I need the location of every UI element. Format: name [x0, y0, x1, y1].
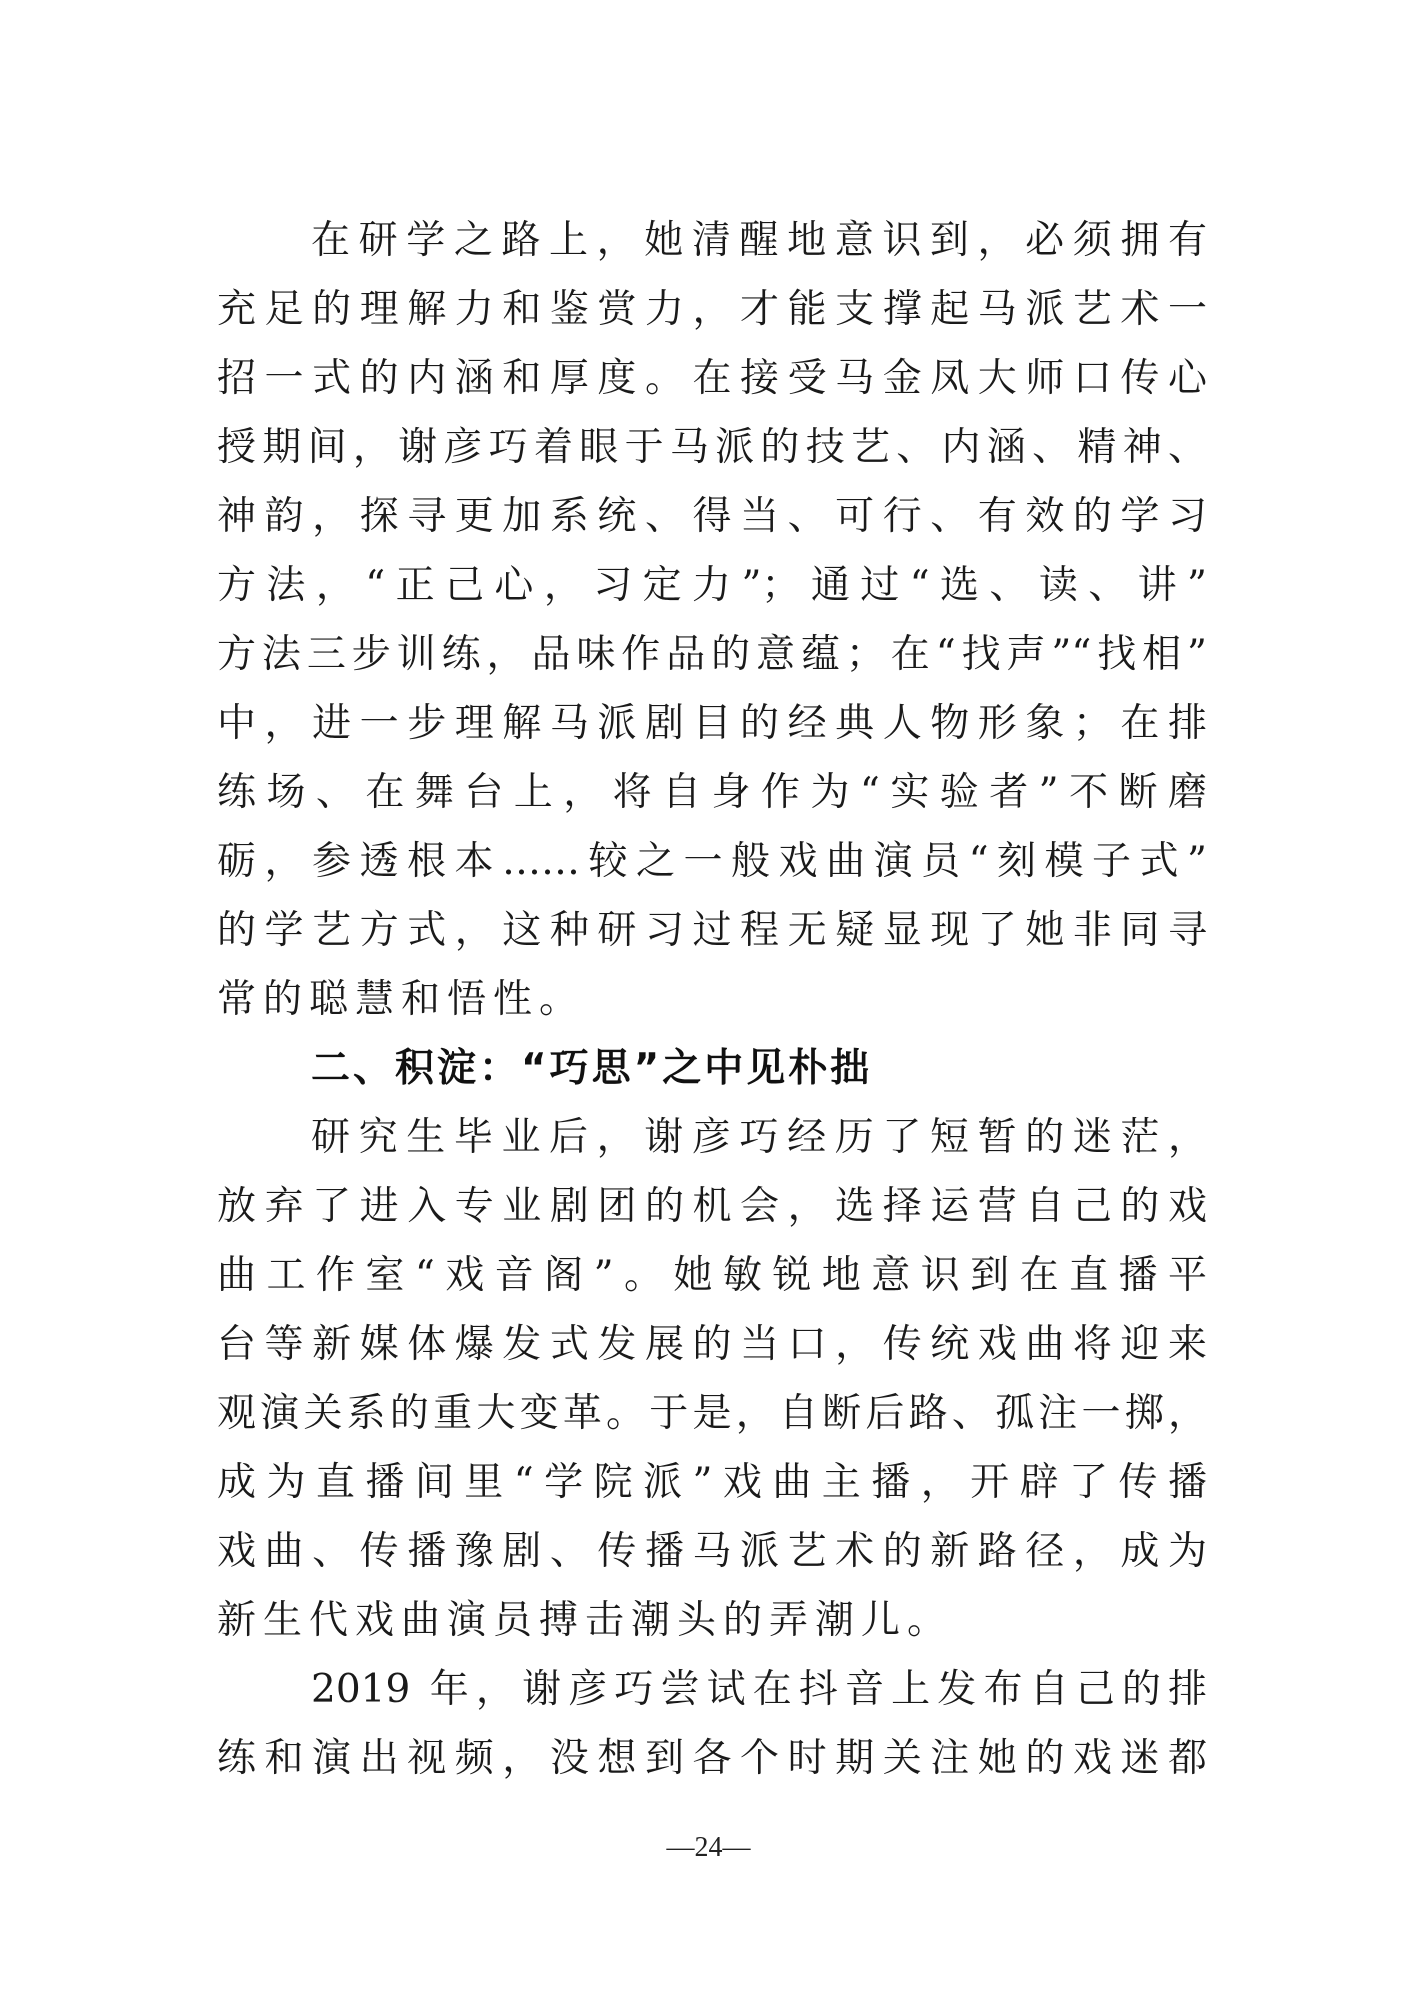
paragraph-line: 中，进一步理解马派剧目的经典人物形象；在排 — [217, 701, 1207, 746]
paragraph-line: 常的聪慧和悟性。 — [217, 977, 586, 1022]
paragraph-line: 练和演出视频，没想到各个时期关注她的戏迷都 — [217, 1736, 1207, 1781]
paragraph-line: 神韵，探寻更加系统、得当、可行、有效的学习 — [217, 494, 1207, 539]
paragraph-line: 方法，“正己心，习定力”；通过“选、读、讲” — [217, 563, 1207, 608]
paragraph-line: 充足的理解力和鉴赏力，才能支撑起马派艺术一 — [217, 287, 1207, 332]
paragraph-line: 2019 年，谢彦巧尝试在抖音上发布自己的排 — [311, 1667, 1207, 1712]
paragraph-line: 授期间，谢彦巧着眼于马派的技艺、内涵、精神、 — [217, 425, 1207, 470]
paragraph-line: 曲工作室“戏音阁”。她敏锐地意识到在直播平 — [217, 1253, 1207, 1298]
paragraph-line: 戏曲、传播豫剧、传播马派艺术的新路径，成为 — [217, 1529, 1207, 1574]
section-heading: 二、积淀：“巧思”之中见朴拙 — [311, 1046, 873, 1091]
paragraph-line: 新生代戏曲演员搏击潮头的弄潮儿。 — [217, 1598, 954, 1643]
paragraph-line: 方法三步训练，品味作品的意蕴；在“找声”“找相” — [217, 632, 1207, 677]
paragraph-line: 的学艺方式，这种研习过程无疑显现了她非同寻 — [217, 908, 1207, 953]
paragraph-line: 放弃了进入专业剧团的机会，选择运营自己的戏 — [217, 1184, 1207, 1229]
paragraph-line: 观演关系的重大变革。于是，自断后路、孤注一掷， — [217, 1391, 1207, 1436]
paragraph-line: 招一式的内涵和厚度。在接受马金凤大师口传心 — [217, 356, 1207, 401]
page-number: —24— — [666, 1832, 751, 1863]
paragraph-line: 成为直播间里“学院派”戏曲主播，开辟了传播 — [217, 1460, 1207, 1505]
paragraph-line: 练场、在舞台上，将自身作为“实验者”不断磨 — [217, 770, 1207, 815]
paragraph-line: 研究生毕业后，谢彦巧经历了短暂的迷茫， — [311, 1115, 1207, 1160]
paragraph-line: 台等新媒体爆发式发展的当口，传统戏曲将迎来 — [217, 1322, 1207, 1367]
paragraph-line: 在研学之路上，她清醒地意识到，必须拥有 — [311, 218, 1207, 263]
paragraph-line: 砺，参透根本……较之一般戏曲演员“刻模子式” — [217, 839, 1207, 884]
